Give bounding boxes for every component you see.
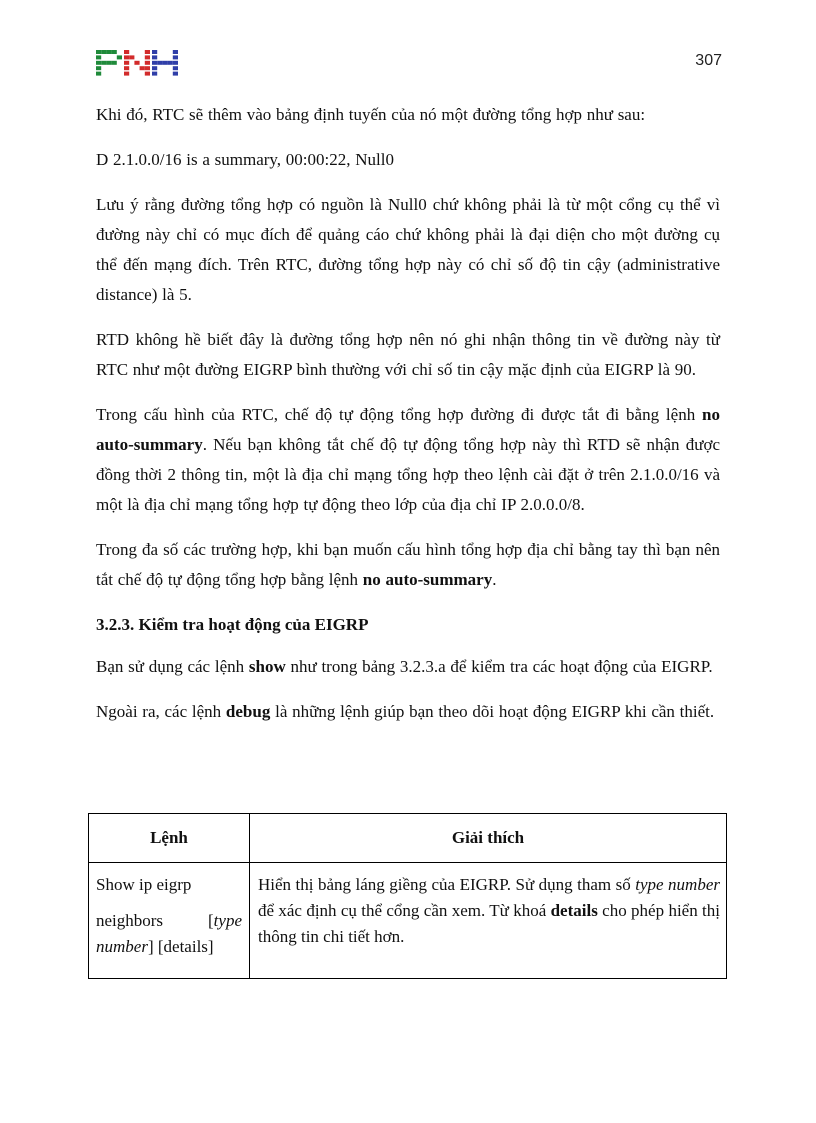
section-heading: 3.2.3. Kiểm tra hoạt động của EIGRP bbox=[96, 615, 369, 634]
logo-pixel bbox=[96, 55, 101, 59]
logo-pixel bbox=[145, 72, 150, 76]
logo-pixel bbox=[117, 55, 122, 59]
logo-pixel bbox=[173, 61, 178, 65]
command-table bbox=[88, 813, 727, 979]
logo-pixel bbox=[152, 66, 157, 70]
text-span: Hiển thị bảng láng giềng của EIGRP. Sử dụng tham số bbox=[258, 875, 636, 894]
command-no-auto-summary: no auto-summary bbox=[96, 405, 720, 454]
logo-pixel bbox=[124, 55, 129, 59]
logo-pixel bbox=[152, 50, 157, 54]
routing-table-entry: D 2.1.0.0/16 is a summary, 00:00:22, Null0 bbox=[96, 150, 394, 169]
logo-pixel bbox=[152, 61, 157, 65]
bracket: [ bbox=[208, 911, 214, 930]
param-details: ] [details] bbox=[147, 937, 214, 956]
logo-pixel bbox=[145, 66, 150, 70]
command-show: show bbox=[248, 657, 286, 676]
param-type: type bbox=[213, 911, 242, 930]
table-header-row bbox=[89, 814, 727, 863]
command-param-open bbox=[208, 908, 242, 934]
command-line-2 bbox=[96, 908, 242, 934]
logo-pixel bbox=[157, 61, 162, 65]
page-number: 307 bbox=[695, 52, 722, 69]
param-number: number bbox=[96, 937, 148, 956]
logo-pixel bbox=[106, 61, 111, 65]
paragraph-recommendation bbox=[96, 535, 720, 595]
logo-pixel bbox=[124, 61, 129, 65]
logo-pixel bbox=[140, 66, 145, 70]
paragraph-rtd-note: RTD không hề biết đây là đường tổng hợp nên nó ghi nhận thông tin về đường này từ RTC như một đường EIGRP bình thường với chỉ số tin cậy mặc định của EIGRP là 90. bbox=[96, 330, 720, 379]
logo-pixel bbox=[112, 61, 117, 65]
logo-pixel bbox=[129, 55, 134, 59]
description-cell bbox=[250, 863, 727, 979]
text-span: như trong bảng 3.2.3.a để kiểm tra các hoạt động của EIGRP. bbox=[285, 657, 713, 676]
command-line-3 bbox=[96, 934, 242, 960]
text-span: Bạn sử dụng các lệnh bbox=[96, 657, 249, 676]
text-span: Ngoài ra, các lệnh bbox=[96, 702, 226, 721]
text-span: là những lệnh giúp bạn theo dõi hoạt động EIGRP khi cần thiết. bbox=[270, 702, 715, 721]
paragraph-intro: Khi đó, RTC sẽ thêm vào bảng định tuyến của nó một đường tổng hợp như sau: bbox=[96, 105, 646, 124]
logo-pixel bbox=[124, 50, 129, 54]
logo-pixel bbox=[101, 61, 106, 65]
text-span: cho phép hiển thị thông tin chi tiết hơn. bbox=[258, 901, 720, 946]
text-span: để xác định cụ thể cổng cần xem. Từ khoá bbox=[258, 901, 551, 920]
logo-pixel bbox=[173, 50, 178, 54]
logo-pixel bbox=[124, 72, 129, 76]
logo-pixel bbox=[134, 61, 139, 65]
pnh-logo bbox=[96, 50, 178, 77]
logo-pixel bbox=[152, 55, 157, 59]
logo-pixel bbox=[106, 50, 111, 54]
keyword-details: details bbox=[550, 901, 598, 920]
logo-pixel bbox=[145, 50, 150, 54]
paragraph-null0-note: Lưu ý rằng đường tổng hợp có nguồn là Null0 chứ không phải là từ một cổng cụ thể vì đường này chỉ có mục đích để quảng cáo chứ không phải là đại diện cho một đường cụ thể đến mạng đích. Trên RTC, đường tổng hợp này có chỉ số độ tin cậy (administrative distance) là 5. bbox=[96, 195, 720, 304]
logo-pixel bbox=[168, 61, 173, 65]
logo-pixel bbox=[96, 50, 101, 54]
logo-pixel bbox=[162, 61, 167, 65]
logo-pixel bbox=[145, 55, 150, 59]
column-header-description: Giải thích bbox=[250, 814, 727, 863]
logo-pixel bbox=[124, 66, 129, 70]
logo-pixel bbox=[145, 61, 150, 65]
logo-pixel bbox=[101, 50, 106, 54]
text-span: . bbox=[492, 570, 497, 589]
logo-pixel bbox=[173, 55, 178, 59]
logo-pixel bbox=[96, 66, 101, 70]
text-span: Trong đa số các trường hợp, khi bạn muốn cấu hình tổng hợp địa chỉ bằng tay thì bạn nên tắt chế độ tự động tổng hợp bằng lệnh bbox=[96, 540, 720, 589]
logo-pixel bbox=[173, 72, 178, 76]
logo-pixel bbox=[112, 50, 117, 54]
param-type-number: type number bbox=[635, 875, 720, 894]
command-cell bbox=[89, 863, 250, 979]
paragraph-show-commands bbox=[96, 652, 720, 682]
command-no-auto-summary: no auto-summary bbox=[362, 570, 493, 589]
logo-pixel bbox=[96, 72, 101, 76]
paragraph-auto-summary bbox=[96, 400, 720, 520]
page-body bbox=[96, 100, 720, 742]
command-neighbors: neighbors bbox=[96, 911, 164, 930]
table-row bbox=[89, 863, 727, 979]
logo-pixel bbox=[152, 72, 157, 76]
text-span: . Nếu bạn không tắt chế độ tự động tổng hợp này thì RTD sẽ nhận được đồng thời 2 thông tin, một là địa chỉ mạng tổng hợp theo lệnh cài đặt ở trên 2.1.0.0/16 và một là địa chỉ mạng tổng hợp tự động theo lớp của địa chỉ IP 2.0.0.0/8. bbox=[96, 435, 720, 514]
logo-pixel bbox=[173, 66, 178, 70]
column-header-command: Lệnh bbox=[89, 814, 250, 863]
command-line-1: Show ip eigrp bbox=[96, 875, 192, 894]
paragraph-debug-commands bbox=[96, 697, 720, 727]
text-span: Trong cấu hình của RTC, chế độ tự động tổng hợp đường đi được tắt đi bằng lệnh bbox=[96, 405, 703, 424]
logo-pixel bbox=[96, 61, 101, 65]
command-debug: debug bbox=[225, 702, 271, 721]
